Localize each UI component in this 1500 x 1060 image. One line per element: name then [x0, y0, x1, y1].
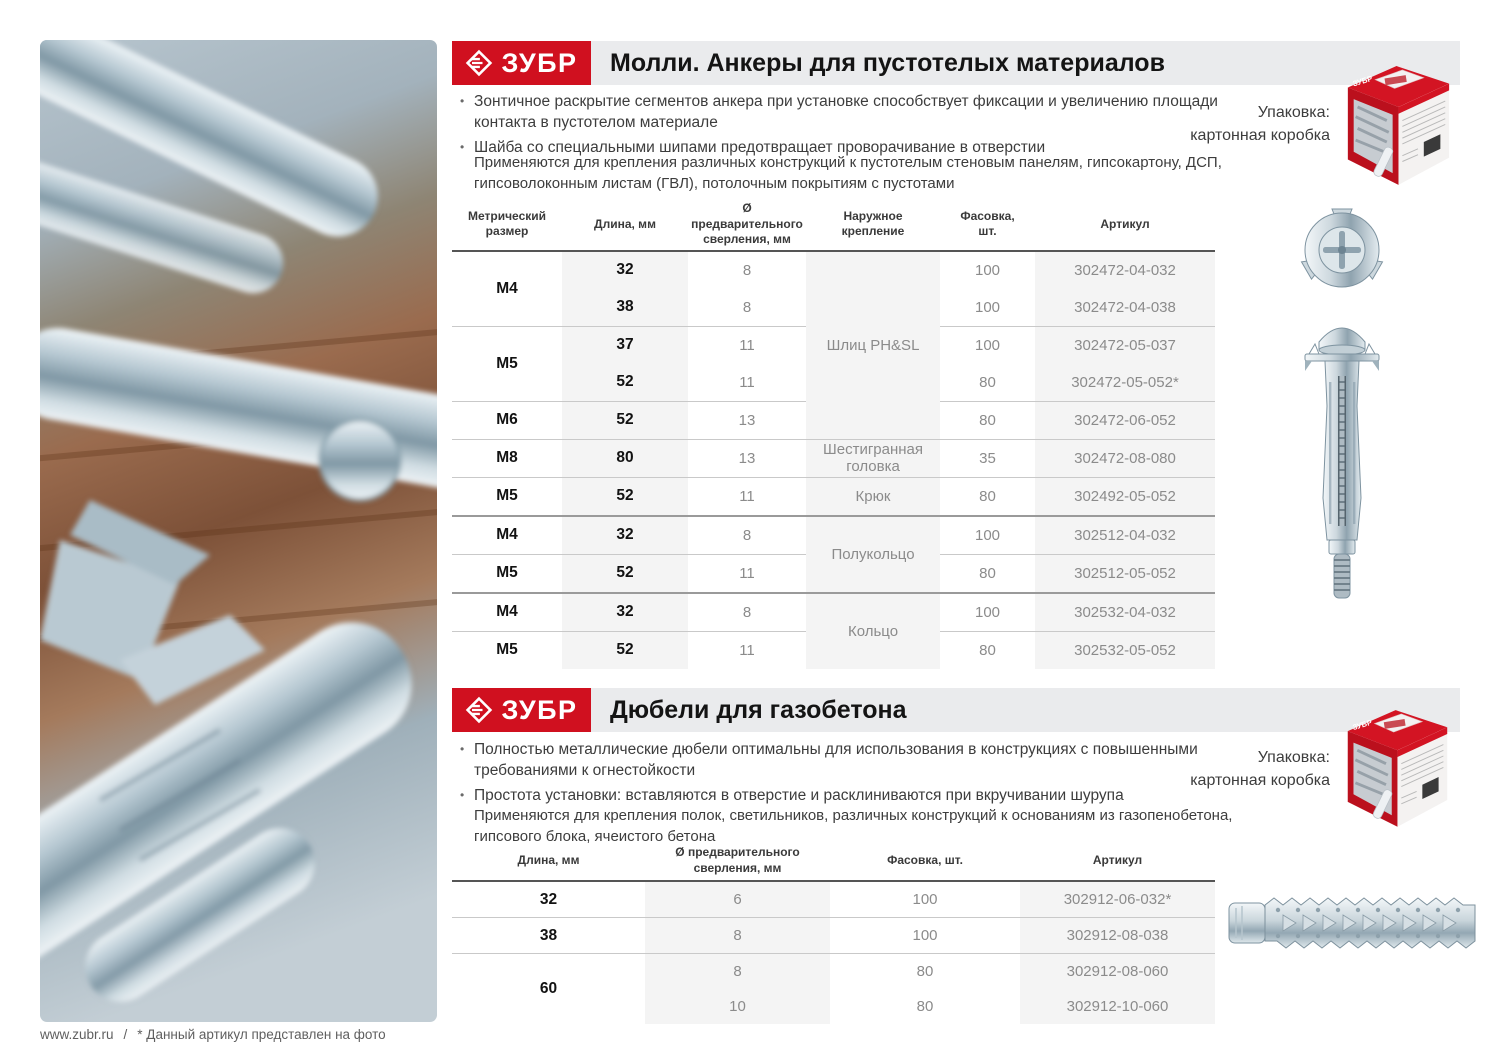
cell-length: 38: [452, 918, 645, 954]
cell-sku: 302912-06-032*: [1020, 881, 1215, 918]
cell-length: 52: [562, 364, 688, 402]
cell-sku: 302472-05-052*: [1035, 364, 1215, 402]
col-header-drill: Ø предварительного сверления, мм: [645, 842, 830, 881]
table-header-row: [452, 199, 1215, 251]
cell-sku: 302912-08-038: [1020, 918, 1215, 954]
cell-drill: 8: [688, 593, 806, 632]
brand-name: ЗУБР: [501, 47, 578, 78]
cell-pack: 100: [974, 261, 1001, 279]
cell-pack: 100: [940, 326, 1035, 364]
cell-drill: 10: [645, 989, 830, 1024]
cell-fastening: Шлиц PH&SL: [806, 251, 940, 440]
cell-drill: 8: [645, 954, 830, 990]
bullet-item: • Полностью металлические дюбели оптимальны для использования в конструкциях с повышенными требованиями к огнестойкости: [458, 740, 1258, 782]
cell-pack: 100: [940, 593, 1035, 632]
bullet-item: • Зонтичное раскрытие сегментов анкера при установке способствует фиксации и увеличению площади контакта в пустотелом материале: [458, 92, 1258, 134]
col-header-drill: Ø предварительного сверления, мм: [688, 199, 806, 251]
cell-pack: 100: [912, 891, 938, 908]
cell-length: 32: [562, 251, 688, 289]
section1-packaging-label: [1120, 101, 1330, 147]
cell-size: M4: [452, 593, 562, 632]
cell-pack: 80: [979, 373, 996, 391]
section2-application: Применяются для крепления полок, светильников, различных конструкций к основаниям из газопенобетона, гипсового блока, ячеистого бетона: [474, 807, 1233, 845]
cell-size: M6: [452, 401, 562, 439]
cell-pack: 80: [940, 554, 1035, 593]
cell-pack: 100: [940, 516, 1035, 555]
col-header-sku: Артикул: [1020, 842, 1215, 881]
cell-pack: 80: [940, 631, 1035, 669]
table-row: [452, 918, 1215, 954]
cell-drill: 8: [688, 516, 806, 555]
cell-pack: 80: [830, 954, 1020, 990]
cell-drill: 11: [688, 326, 806, 364]
cell-size: M8: [452, 439, 562, 477]
table-row: [452, 593, 1215, 632]
cell-size: M5: [452, 631, 562, 669]
section2-header-band: [452, 688, 1460, 732]
cell-drill: 8: [742, 298, 752, 316]
cell-length: 32: [539, 890, 558, 908]
cell-drill: 8: [645, 918, 830, 954]
packaging-line2: картонная коробка: [1190, 127, 1330, 145]
package-box-image: [1342, 702, 1452, 832]
molly-anchor-illustration: [1298, 206, 1386, 606]
cell-fastening: Полукольцо: [806, 516, 940, 593]
cell-drill: 11: [688, 631, 806, 669]
table-row: [452, 516, 1215, 555]
site-url[interactable]: www.zubr.ru: [40, 1027, 114, 1042]
cell-sku: 302472-05-037: [1035, 326, 1215, 364]
cell-drill: 13: [688, 439, 806, 477]
packaging-line1: Упаковка:: [1257, 749, 1330, 766]
section1-application: Применяются для крепления различных конструкций к пустотелым стеновым панелям, гипсокартону, ДСП, гипсоволоконным листам (ГВЛ), потолочным покрытиям с пустотами: [474, 154, 1222, 192]
cell-drill: 13: [688, 401, 806, 439]
zubr-logo: [452, 41, 591, 85]
cell-drill: 11: [688, 554, 806, 593]
cell-sku: 302472-04-038: [1035, 289, 1215, 327]
cell-length: 32: [562, 516, 688, 555]
cell-size: M5: [452, 477, 562, 516]
cell-fastening: Шестигранная головка: [806, 439, 940, 477]
zubr-bison-icon: [465, 49, 493, 77]
section1-title: Молли. Анкеры для пустотелых материалов: [610, 48, 1165, 77]
col-header-pack: Фасовка, шт.: [830, 842, 1020, 881]
cell-sku: 302512-05-052: [1035, 554, 1215, 593]
cell-pack: 100: [974, 298, 1001, 316]
cell-length: 32: [562, 593, 688, 632]
col-header-size: Метрический размер: [452, 199, 562, 251]
zubr-logo: [452, 688, 591, 732]
cell-sku: 302512-04-032: [1035, 516, 1215, 555]
cell-size: M4: [452, 516, 562, 555]
cell-size: M4: [496, 279, 518, 297]
col-header-pack: Фасовка, шт.: [940, 199, 1035, 251]
section2-title: Дюбели для газобетона: [610, 695, 907, 724]
footnote-asterisk: * Данный артикул представлен на фото: [137, 1027, 386, 1042]
table-row: [452, 954, 1215, 990]
table-header-row: [452, 842, 1215, 881]
cell-length: 52: [562, 401, 688, 439]
cell-pack: 35: [940, 439, 1035, 477]
cell-pack: 80: [916, 998, 934, 1015]
cell-pack: 80: [940, 477, 1035, 516]
table-row: [452, 251, 1215, 289]
cell-drill: 6: [645, 881, 830, 918]
col-header-length: Длина, мм: [562, 199, 688, 251]
cell-sku: 302912-08-060: [1020, 954, 1215, 990]
cell-sku: 302472-06-052: [1035, 401, 1215, 439]
gas-concrete-dowel-illustration: [1228, 892, 1480, 954]
package-box-image: [1342, 58, 1454, 190]
cell-size: M5: [452, 554, 562, 593]
cell-pack: 80: [940, 401, 1035, 439]
cell-length: 52: [562, 631, 688, 669]
bullet-item: • Простота установки: вставляются в отверстие и расклиниваются при вкручивании шурупа: [458, 786, 1258, 807]
brand-name: ЗУБР: [501, 694, 578, 725]
product-photo: [40, 40, 437, 1022]
page-footer: [40, 1027, 396, 1042]
dowels-spec-table: [452, 842, 1215, 1024]
cell-length: 80: [562, 439, 688, 477]
cell-sku: 302912-10-060: [1020, 989, 1215, 1024]
cell-drill: 11: [688, 477, 806, 516]
cell-drill: 11: [739, 373, 755, 391]
cell-sku: 302532-05-052: [1035, 631, 1215, 669]
table-row: [452, 477, 1215, 516]
col-header-fastening: Наружное крепление: [806, 199, 940, 251]
cell-sku: 302472-08-080: [1035, 439, 1215, 477]
cell-drill: 8: [742, 261, 752, 279]
col-header-length: Длина, мм: [452, 842, 645, 881]
footer-separator: /: [123, 1027, 128, 1042]
cell-sku: 302472-04-032: [1035, 251, 1215, 289]
cell-fastening: Крюк: [806, 477, 940, 516]
table-row: [452, 881, 1215, 918]
product-photo-art: [40, 40, 437, 1022]
cell-sku: 302492-05-052: [1035, 477, 1215, 516]
cell-length: 60: [452, 954, 645, 1025]
cell-length: 37: [562, 326, 688, 364]
packaging-line1: Упаковка:: [1257, 104, 1330, 121]
cell-pack: 100: [830, 918, 1020, 954]
cell-size: M5: [452, 326, 562, 401]
cell-length: 52: [562, 554, 688, 593]
cell-length: 52: [562, 477, 688, 516]
section1-header-band: [452, 41, 1460, 85]
cell-sku: 302532-04-032: [1035, 593, 1215, 632]
cell-length: 38: [562, 289, 688, 327]
cell-fastening: Кольцо: [806, 593, 940, 669]
bullet-item: • Шайба со специальными шипами предотвращает проворачивание в отверстии: [458, 138, 1258, 159]
col-header-sku: Артикул: [1035, 199, 1215, 251]
anchors-spec-table: [452, 199, 1215, 669]
table-row: [452, 439, 1215, 477]
packaging-line2: картонная коробка: [1190, 772, 1330, 790]
zubr-bison-icon: [465, 696, 493, 724]
section2-packaging-label: [1120, 746, 1330, 792]
